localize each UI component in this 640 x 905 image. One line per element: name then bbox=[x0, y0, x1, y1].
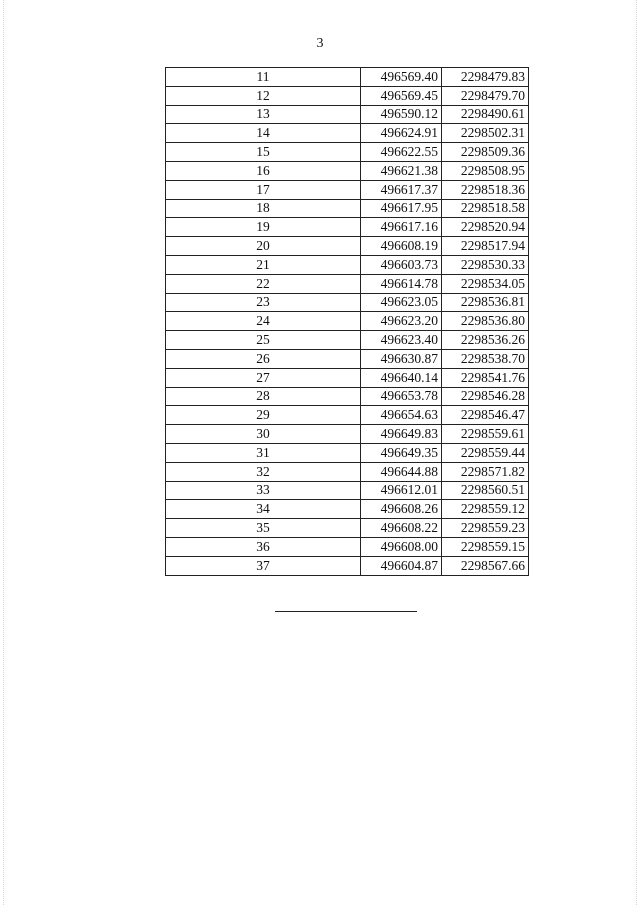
point-number-cell: 34 bbox=[166, 500, 361, 519]
point-number-cell: 21 bbox=[166, 255, 361, 274]
end-rule bbox=[275, 611, 417, 612]
x-coordinate-cell: 496640.14 bbox=[361, 368, 442, 387]
y-coordinate-cell: 2298567.66 bbox=[442, 556, 529, 575]
table-row bbox=[166, 199, 529, 218]
point-number-cell: 17 bbox=[166, 180, 361, 199]
point-number-cell: 29 bbox=[166, 406, 361, 425]
x-coordinate-cell: 496623.05 bbox=[361, 293, 442, 312]
x-coordinate-cell: 496569.40 bbox=[361, 68, 442, 87]
point-number-cell: 27 bbox=[166, 368, 361, 387]
point-number-cell: 32 bbox=[166, 462, 361, 481]
x-coordinate-cell: 496644.88 bbox=[361, 462, 442, 481]
x-coordinate-cell: 496617.37 bbox=[361, 180, 442, 199]
point-number-cell: 19 bbox=[166, 218, 361, 237]
point-number-cell: 25 bbox=[166, 331, 361, 350]
table-row bbox=[166, 519, 529, 538]
point-number-cell: 12 bbox=[166, 86, 361, 105]
x-coordinate-cell: 496649.35 bbox=[361, 443, 442, 462]
x-coordinate-cell: 496614.78 bbox=[361, 274, 442, 293]
x-coordinate-cell: 496569.45 bbox=[361, 86, 442, 105]
table-row bbox=[166, 293, 529, 312]
point-number-cell: 11 bbox=[166, 68, 361, 87]
x-coordinate-cell: 496617.16 bbox=[361, 218, 442, 237]
table-row bbox=[166, 331, 529, 350]
x-coordinate-cell: 496608.22 bbox=[361, 519, 442, 538]
table-row bbox=[166, 500, 529, 519]
x-coordinate-cell: 496653.78 bbox=[361, 387, 442, 406]
table-row bbox=[166, 237, 529, 256]
x-coordinate-cell: 496604.87 bbox=[361, 556, 442, 575]
point-number-cell: 15 bbox=[166, 143, 361, 162]
point-number-cell: 24 bbox=[166, 312, 361, 331]
table-row bbox=[166, 124, 529, 143]
y-coordinate-cell: 2298508.95 bbox=[442, 161, 529, 180]
table-row bbox=[166, 218, 529, 237]
y-coordinate-cell: 2298536.81 bbox=[442, 293, 529, 312]
y-coordinate-cell: 2298541.76 bbox=[442, 368, 529, 387]
y-coordinate-cell: 2298518.58 bbox=[442, 199, 529, 218]
y-coordinate-cell: 2298546.28 bbox=[442, 387, 529, 406]
y-coordinate-cell: 2298536.80 bbox=[442, 312, 529, 331]
table-row bbox=[166, 255, 529, 274]
table-row bbox=[166, 143, 529, 162]
page-number: 3 bbox=[316, 36, 324, 51]
table-row bbox=[166, 462, 529, 481]
x-coordinate-cell: 496608.26 bbox=[361, 500, 442, 519]
point-number-cell: 23 bbox=[166, 293, 361, 312]
y-coordinate-cell: 2298560.51 bbox=[442, 481, 529, 500]
point-number-cell: 20 bbox=[166, 237, 361, 256]
x-coordinate-cell: 496603.73 bbox=[361, 255, 442, 274]
y-coordinate-cell: 2298530.33 bbox=[442, 255, 529, 274]
y-coordinate-cell: 2298502.31 bbox=[442, 124, 529, 143]
y-coordinate-cell: 2298534.05 bbox=[442, 274, 529, 293]
table-row bbox=[166, 481, 529, 500]
x-coordinate-cell: 496630.87 bbox=[361, 349, 442, 368]
table-row bbox=[166, 368, 529, 387]
y-coordinate-cell: 2298538.70 bbox=[442, 349, 529, 368]
x-coordinate-cell: 496608.00 bbox=[361, 537, 442, 556]
table-row bbox=[166, 387, 529, 406]
x-coordinate-cell: 496623.20 bbox=[361, 312, 442, 331]
x-coordinate-cell: 496649.83 bbox=[361, 425, 442, 444]
scan-edge-left bbox=[3, 0, 4, 905]
table-row bbox=[166, 443, 529, 462]
x-coordinate-cell: 496612.01 bbox=[361, 481, 442, 500]
y-coordinate-cell: 2298559.23 bbox=[442, 519, 529, 538]
coordinates-table bbox=[165, 67, 529, 576]
x-coordinate-cell: 496590.12 bbox=[361, 105, 442, 124]
y-coordinate-cell: 2298490.61 bbox=[442, 105, 529, 124]
x-coordinate-cell: 496654.63 bbox=[361, 406, 442, 425]
table-row bbox=[166, 349, 529, 368]
point-number-cell: 33 bbox=[166, 481, 361, 500]
coordinates-table-body bbox=[166, 68, 529, 576]
point-number-cell: 37 bbox=[166, 556, 361, 575]
x-coordinate-cell: 496621.38 bbox=[361, 161, 442, 180]
y-coordinate-cell: 2298571.82 bbox=[442, 462, 529, 481]
table-row bbox=[166, 274, 529, 293]
x-coordinate-cell: 496608.19 bbox=[361, 237, 442, 256]
point-number-cell: 31 bbox=[166, 443, 361, 462]
x-coordinate-cell: 496617.95 bbox=[361, 199, 442, 218]
y-coordinate-cell: 2298509.36 bbox=[442, 143, 529, 162]
point-number-cell: 36 bbox=[166, 537, 361, 556]
x-coordinate-cell: 496624.91 bbox=[361, 124, 442, 143]
y-coordinate-cell: 2298520.94 bbox=[442, 218, 529, 237]
table-row bbox=[166, 425, 529, 444]
table-row bbox=[166, 105, 529, 124]
scan-edge-right bbox=[636, 0, 637, 905]
x-coordinate-cell: 496623.40 bbox=[361, 331, 442, 350]
y-coordinate-cell: 2298518.36 bbox=[442, 180, 529, 199]
y-coordinate-cell: 2298479.70 bbox=[442, 86, 529, 105]
point-number-cell: 18 bbox=[166, 199, 361, 218]
point-number-cell: 16 bbox=[166, 161, 361, 180]
y-coordinate-cell: 2298479.83 bbox=[442, 68, 529, 87]
point-number-cell: 13 bbox=[166, 105, 361, 124]
x-coordinate-cell: 496622.55 bbox=[361, 143, 442, 162]
y-coordinate-cell: 2298559.15 bbox=[442, 537, 529, 556]
table-row bbox=[166, 406, 529, 425]
y-coordinate-cell: 2298536.26 bbox=[442, 331, 529, 350]
table-row bbox=[166, 161, 529, 180]
table-row bbox=[166, 68, 529, 87]
table-row bbox=[166, 556, 529, 575]
table-row bbox=[166, 180, 529, 199]
y-coordinate-cell: 2298546.47 bbox=[442, 406, 529, 425]
point-number-cell: 30 bbox=[166, 425, 361, 444]
point-number-cell: 22 bbox=[166, 274, 361, 293]
y-coordinate-cell: 2298559.12 bbox=[442, 500, 529, 519]
table-row bbox=[166, 312, 529, 331]
point-number-cell: 35 bbox=[166, 519, 361, 538]
table-row bbox=[166, 537, 529, 556]
point-number-cell: 26 bbox=[166, 349, 361, 368]
point-number-cell: 28 bbox=[166, 387, 361, 406]
y-coordinate-cell: 2298559.44 bbox=[442, 443, 529, 462]
y-coordinate-cell: 2298517.94 bbox=[442, 237, 529, 256]
table-row bbox=[166, 86, 529, 105]
point-number-cell: 14 bbox=[166, 124, 361, 143]
y-coordinate-cell: 2298559.61 bbox=[442, 425, 529, 444]
